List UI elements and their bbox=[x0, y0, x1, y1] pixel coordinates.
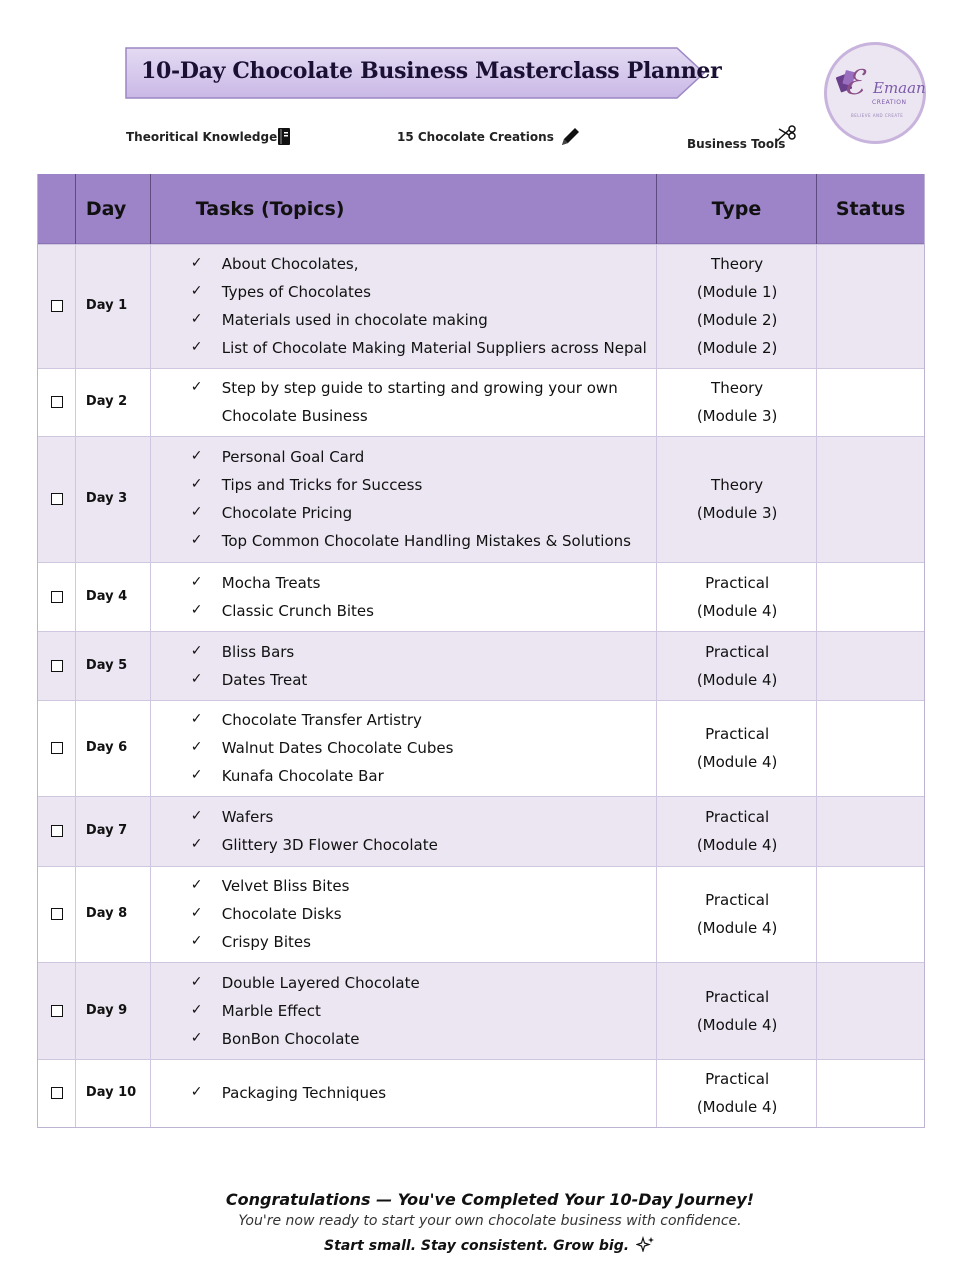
day-label: Day 7 bbox=[85, 823, 128, 838]
checkmark-icon: ✓ bbox=[190, 476, 203, 492]
task-text: Types of Chocolates bbox=[221, 283, 371, 301]
tasks-cell bbox=[151, 632, 657, 700]
checkbox-cell bbox=[38, 437, 76, 562]
checkbox-cell bbox=[38, 1060, 76, 1127]
logo-initial: ℰ bbox=[843, 63, 864, 103]
type-label: Practical bbox=[705, 642, 770, 661]
header-tasks: Tasks (Topics) bbox=[151, 174, 657, 244]
day-cell bbox=[76, 437, 151, 562]
checkbox-icon[interactable] bbox=[51, 493, 63, 505]
checkmark-icon: ✓ bbox=[190, 532, 203, 548]
tasks-cell bbox=[151, 963, 657, 1059]
type-label: Theory bbox=[711, 255, 764, 273]
checkmark-icon: ✓ bbox=[190, 933, 203, 949]
checkmark-icon: ✓ bbox=[190, 448, 203, 464]
task-text: List of Chocolate Making Material Suppliers across Nepal bbox=[221, 339, 647, 357]
task-text: Kunafa Chocolate Bar bbox=[221, 767, 384, 785]
status-cell[interactable] bbox=[817, 797, 924, 866]
type-cell bbox=[657, 632, 818, 700]
task-text: Materials used in chocolate making bbox=[221, 311, 488, 329]
task-text: Chocolate Pricing bbox=[221, 504, 353, 522]
table-row bbox=[38, 368, 924, 436]
checkbox-icon[interactable] bbox=[51, 742, 63, 754]
checkmark-icon: ✓ bbox=[190, 877, 203, 893]
checkmark-icon: ✓ bbox=[190, 1084, 203, 1100]
type-label: Practical bbox=[705, 725, 770, 743]
table-header bbox=[38, 174, 924, 244]
legend-theory-label: Theoritical Knowledge bbox=[126, 130, 278, 144]
tasks-cell bbox=[151, 797, 657, 866]
checkbox-cell bbox=[38, 867, 76, 962]
task-text: Packaging Techniques bbox=[221, 1084, 387, 1102]
pencil-icon bbox=[559, 126, 581, 148]
header-status: Status bbox=[835, 198, 906, 220]
type-label: Practical bbox=[705, 891, 770, 909]
footer-motto-text: Start small. Stay consistent. Grow big. bbox=[324, 1238, 630, 1254]
table-row bbox=[38, 631, 924, 700]
day-cell bbox=[76, 245, 151, 368]
day-cell bbox=[76, 797, 151, 866]
checkbox-icon[interactable] bbox=[51, 300, 63, 312]
day-label: Day 4 bbox=[85, 588, 128, 604]
type-label: Practical bbox=[705, 573, 770, 592]
type-label: (Module 4) bbox=[696, 836, 778, 854]
tasks-cell bbox=[151, 867, 657, 962]
footer-ready: You're now ready to start your own chocolate business with confidence. bbox=[238, 1213, 742, 1229]
logo-sub: CREATION bbox=[872, 99, 907, 106]
checkbox-icon[interactable] bbox=[51, 660, 63, 672]
checkmark-icon: ✓ bbox=[190, 379, 203, 395]
type-label: (Module 4) bbox=[696, 670, 778, 689]
checkmark-icon: ✓ bbox=[190, 283, 203, 299]
checkmark-icon: ✓ bbox=[190, 739, 203, 755]
legend-tools-label: Business Tools bbox=[687, 137, 786, 151]
table-body bbox=[38, 244, 924, 1127]
task-text: About Chocolates, bbox=[221, 255, 359, 273]
checkbox-cell bbox=[38, 563, 76, 631]
table-row bbox=[38, 436, 924, 562]
task-text: Dates Treat bbox=[221, 670, 308, 689]
checkmark-icon: ✓ bbox=[190, 504, 203, 520]
legend-creations-label: 15 Chocolate Creations bbox=[397, 130, 554, 144]
checkbox-icon[interactable] bbox=[51, 908, 63, 920]
planner-table bbox=[37, 174, 925, 1128]
status-cell[interactable] bbox=[817, 632, 924, 700]
type-label: (Module 4) bbox=[696, 1098, 778, 1116]
checkbox-cell bbox=[38, 797, 76, 866]
checkmark-icon: ✓ bbox=[190, 573, 203, 590]
table-row bbox=[38, 796, 924, 866]
task-text: Double Layered Chocolate bbox=[221, 973, 420, 992]
header-checkbox-cell bbox=[38, 174, 76, 244]
task-text: Walnut Dates Chocolate Cubes bbox=[221, 739, 454, 757]
type-label: Practical bbox=[705, 1070, 770, 1088]
task-text: Glittery 3D Flower Chocolate bbox=[221, 836, 438, 854]
task-text: Crispy Bites bbox=[221, 933, 311, 951]
checkmark-icon: ✓ bbox=[190, 711, 203, 727]
status-cell[interactable] bbox=[817, 437, 924, 562]
day-label: Day 1 bbox=[85, 298, 128, 313]
type-label: Practical bbox=[705, 987, 770, 1006]
table-row bbox=[38, 1059, 924, 1127]
checkmark-icon: ✓ bbox=[190, 836, 203, 852]
checkbox-icon[interactable] bbox=[51, 1005, 63, 1017]
status-cell[interactable] bbox=[817, 563, 924, 631]
logo-name: Emaan bbox=[873, 79, 926, 97]
checkmark-icon: ✓ bbox=[190, 1029, 203, 1046]
task-text: Velvet Bliss Bites bbox=[221, 877, 350, 895]
checkmark-icon: ✓ bbox=[190, 311, 203, 327]
day-cell bbox=[76, 1060, 151, 1127]
type-label: (Module 4) bbox=[696, 1015, 778, 1034]
title-banner bbox=[125, 47, 722, 99]
day-cell bbox=[76, 632, 151, 700]
checkbox-cell bbox=[38, 632, 76, 700]
type-cell bbox=[657, 963, 818, 1059]
type-label: Theory bbox=[711, 379, 764, 397]
task-text: Top Common Chocolate Handling Mistakes & Solutions bbox=[221, 532, 631, 550]
checkmark-icon: ✓ bbox=[190, 670, 203, 687]
day-cell bbox=[76, 369, 151, 436]
tasks-cell bbox=[151, 369, 657, 436]
type-label: (Module 2) bbox=[696, 339, 778, 357]
table-row bbox=[38, 962, 924, 1059]
task-text: Mocha Treats bbox=[221, 573, 321, 592]
sparkle-icon bbox=[636, 1236, 656, 1252]
day-cell bbox=[76, 867, 151, 962]
checkbox-cell bbox=[38, 369, 76, 436]
day-label: Day 8 bbox=[85, 906, 128, 921]
task-text: Chocolate Transfer Artistry bbox=[221, 711, 422, 729]
task-text: Classic Crunch Bites bbox=[221, 601, 374, 620]
status-cell[interactable] bbox=[817, 867, 924, 962]
book-icon bbox=[277, 127, 291, 146]
checkmark-icon: ✓ bbox=[190, 808, 203, 824]
checkbox-cell bbox=[38, 963, 76, 1059]
type-cell bbox=[657, 369, 818, 436]
day-cell bbox=[76, 963, 151, 1059]
type-cell bbox=[657, 701, 818, 796]
day-label: Day 5 bbox=[85, 657, 128, 673]
table-row bbox=[38, 700, 924, 796]
day-label: Day 6 bbox=[85, 740, 128, 755]
day-label: Day 10 bbox=[85, 1085, 137, 1100]
task-text: Step by step guide to starting and growing your own bbox=[221, 379, 618, 397]
tasks-cell bbox=[151, 563, 657, 631]
checkbox-cell bbox=[38, 701, 76, 796]
type-cell bbox=[657, 563, 818, 631]
type-label: Theory bbox=[711, 476, 764, 494]
type-label: Practical bbox=[705, 808, 770, 826]
type-label: (Module 3) bbox=[696, 407, 778, 425]
checkbox-icon[interactable] bbox=[51, 825, 63, 837]
type-cell bbox=[657, 245, 818, 368]
status-cell[interactable] bbox=[817, 963, 924, 1059]
type-label: (Module 2) bbox=[696, 311, 778, 329]
task-text: Tips and Tricks for Success bbox=[221, 476, 423, 494]
tasks-cell bbox=[151, 1060, 657, 1127]
tasks-cell bbox=[151, 437, 657, 562]
table-row bbox=[38, 866, 924, 962]
tasks-cell bbox=[151, 245, 657, 368]
task-text: Bliss Bars bbox=[221, 642, 295, 661]
logo-tagline: BELIEVE AND CREATE bbox=[851, 113, 904, 118]
page-title: 10-Day Chocolate Business Masterclass Planner bbox=[141, 58, 722, 84]
day-cell bbox=[76, 563, 151, 631]
task-text: BonBon Chocolate bbox=[221, 1029, 360, 1048]
day-cell bbox=[76, 701, 151, 796]
checkbox-icon[interactable] bbox=[51, 396, 63, 408]
status-cell[interactable] bbox=[817, 245, 924, 368]
task-text: Personal Goal Card bbox=[221, 448, 365, 466]
checkbox-icon[interactable] bbox=[51, 1087, 63, 1099]
checkmark-icon: ✓ bbox=[190, 255, 203, 271]
type-label: (Module 4) bbox=[696, 753, 778, 771]
task-text: Marble Effect bbox=[221, 1001, 321, 1020]
status-cell[interactable] bbox=[817, 1060, 924, 1127]
task-text: Chocolate Business bbox=[221, 407, 368, 425]
table-row bbox=[38, 562, 924, 631]
checkbox-icon[interactable] bbox=[51, 591, 63, 603]
header-day: Day bbox=[76, 174, 151, 244]
checkmark-icon: ✓ bbox=[190, 1001, 203, 1018]
type-cell bbox=[657, 867, 818, 962]
checkmark-icon: ✓ bbox=[190, 642, 203, 659]
task-text: Chocolate Disks bbox=[221, 905, 342, 923]
day-label: Day 9 bbox=[85, 1002, 128, 1018]
brand-logo bbox=[824, 42, 926, 144]
day-label: Day 2 bbox=[85, 394, 128, 409]
checkmark-icon: ✓ bbox=[190, 601, 203, 618]
day-label: Day 3 bbox=[85, 491, 128, 506]
footer-congrats: Congratulations — You've Completed Your 10-Day Journey! bbox=[225, 1190, 755, 1209]
type-cell bbox=[657, 797, 818, 866]
task-text: Wafers bbox=[221, 808, 274, 826]
type-label: (Module 4) bbox=[696, 601, 778, 620]
checkbox-cell bbox=[38, 245, 76, 368]
checkmark-icon: ✓ bbox=[190, 339, 203, 355]
type-cell bbox=[657, 1060, 818, 1127]
header-type: Type bbox=[657, 174, 818, 244]
type-label: (Module 1) bbox=[696, 283, 778, 301]
type-label: (Module 4) bbox=[696, 919, 778, 937]
table-row bbox=[38, 244, 924, 368]
type-label: (Module 3) bbox=[696, 504, 778, 522]
type-cell bbox=[657, 437, 818, 562]
scissors-icon bbox=[774, 123, 798, 147]
checkmark-icon: ✓ bbox=[190, 905, 203, 921]
footer-motto bbox=[0, 1236, 980, 1254]
tasks-cell bbox=[151, 701, 657, 796]
status-cell[interactable] bbox=[817, 369, 924, 436]
status-cell[interactable] bbox=[817, 701, 924, 796]
checkmark-icon: ✓ bbox=[190, 767, 203, 783]
checkmark-icon: ✓ bbox=[190, 973, 203, 990]
